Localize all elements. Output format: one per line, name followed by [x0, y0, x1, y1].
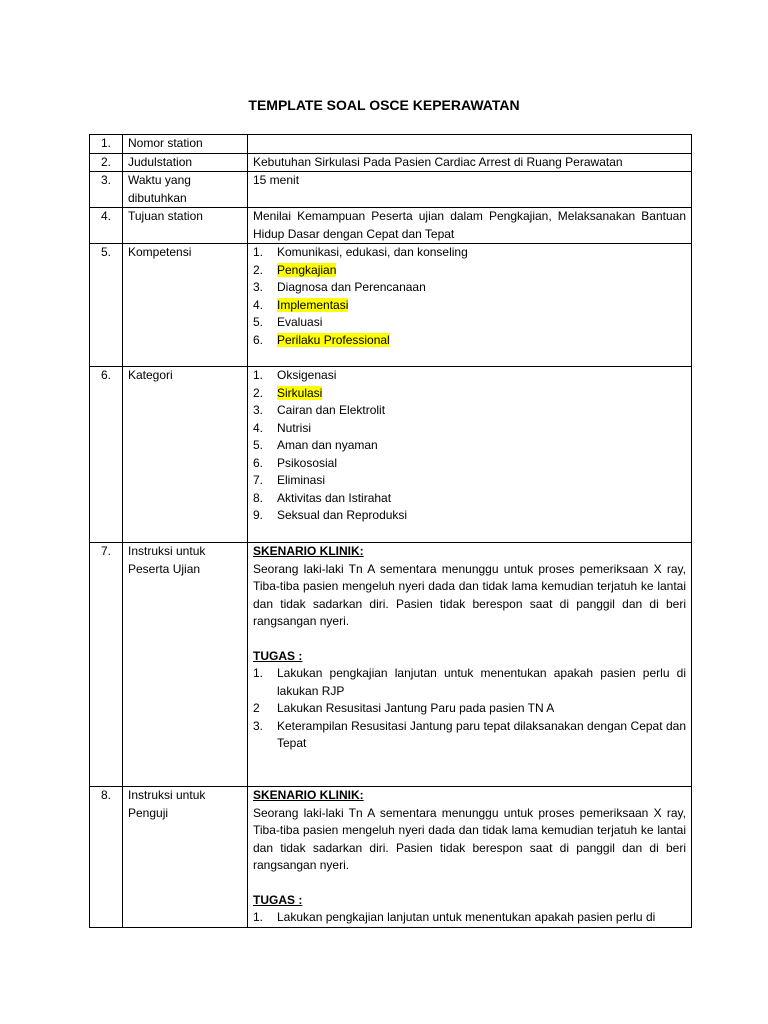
list-item — [253, 262, 686, 280]
list-item — [253, 385, 686, 403]
list-number: 1. — [253, 245, 264, 259]
list-number: 1. — [253, 910, 264, 924]
category-list — [253, 367, 686, 525]
row-number: 2. — [90, 153, 123, 172]
table-row — [90, 153, 692, 172]
row-label: Instruksi untuk Penguji — [123, 787, 248, 928]
list-text: Seksual dan Reproduksi — [277, 508, 408, 522]
list-number: 3. — [253, 718, 264, 733]
row-content — [248, 244, 692, 367]
list-number: 1. — [253, 368, 264, 382]
list-item — [253, 455, 686, 473]
scenario-text: Seorang laki-laki Tn A sementara menunggu untuk proses pemeriksaan X ray, Tiba-tiba pasien mengeluh nyeri dada dan tidak lama kemudian terjatuh ke lantai dan tidak sadarkan diri. Pasien tidak berespon saat di panggil dan di beri rangsangan nyeri. — [253, 805, 686, 872]
task-heading: TUGAS : — [253, 892, 303, 907]
list-text: Psikososial — [277, 455, 338, 470]
list-text: Komunikasi, edukasi, dan konseling — [277, 245, 468, 259]
list-text: Aman dan nyaman — [277, 438, 378, 452]
list-text: Lakukan pengkajian lanjutan untuk menentukan apakah pasien perlu di lakukan RJP — [277, 666, 686, 698]
table-row — [90, 208, 692, 244]
row-content: 15 menit — [248, 172, 692, 208]
list-text-highlighted: Implementasi — [277, 297, 349, 312]
spacer — [253, 875, 686, 892]
list-item — [253, 718, 686, 753]
row-number: 8. — [90, 787, 123, 928]
table-row — [90, 244, 692, 367]
row-number: 4. — [90, 208, 123, 244]
row-label: Instruksi untuk Peserta Ujian — [123, 543, 248, 787]
task-list — [253, 665, 686, 753]
row-label: Kategori — [123, 367, 248, 543]
list-number: 8. — [253, 490, 264, 505]
row-number: 1. — [90, 135, 123, 154]
scenario-text: Seorang laki-laki Tn A sementara menunggu untuk proses pemeriksaan X ray, Tiba-tiba pasien mengeluh nyeri dada dan tidak lama kemudian terjatuh ke lantai dan tidak sadarkan diri. Pasien tidak berespon saat di panggil dan di beri rangsangan nyeri. — [253, 561, 686, 628]
list-text: Eliminasi — [277, 473, 326, 487]
list-item — [253, 297, 686, 315]
table-row — [90, 787, 692, 928]
list-number: 6. — [253, 332, 264, 347]
task-heading: TUGAS : — [253, 648, 303, 663]
table-row — [90, 172, 692, 208]
list-item — [253, 402, 686, 420]
page-title: TEMPLATE SOAL OSCE KEPERAWATAN — [248, 97, 520, 113]
list-item — [253, 665, 686, 700]
list-number: 4. — [253, 420, 264, 435]
row-content — [248, 135, 692, 154]
list-number: 9. — [253, 508, 264, 522]
osce-template-table — [89, 134, 692, 928]
list-item — [253, 472, 686, 490]
list-text: Nutrisi — [277, 420, 312, 435]
table-row — [90, 135, 692, 154]
row-label: Judulstation — [123, 153, 248, 172]
list-item — [253, 367, 686, 385]
row-label: Waktu yang dibutuhkan — [123, 172, 248, 208]
scenario-heading: SKENARIO KLINIK: — [253, 788, 364, 802]
task-list — [253, 909, 686, 927]
list-text: Oksigenasi — [277, 368, 337, 382]
list-text: Cairan dan Elektrolit — [277, 403, 386, 417]
row-content — [248, 367, 692, 543]
list-number: 2. — [253, 262, 264, 277]
list-item — [253, 507, 686, 525]
list-item — [253, 279, 686, 297]
list-item — [253, 437, 686, 455]
list-text: Evaluasi — [277, 315, 323, 329]
list-text: Aktivitas dan Istirahat — [277, 490, 392, 505]
list-number: 1. — [253, 666, 264, 680]
list-item — [253, 490, 686, 508]
list-number: 5. — [253, 315, 264, 329]
row-number: 5. — [90, 244, 123, 367]
row-content: Menilai Kemampuan Peserta ujian dalam Pengkajian, Melaksanakan Bantuan Hidup Dasar dengan Cepat dan Tepat — [248, 208, 692, 244]
list-number: 4. — [253, 297, 264, 312]
row-number: 7. — [90, 543, 123, 787]
row-content: Kebutuhan Sirkulasi Pada Pasien Cardiac Arrest di Ruang Perawatan — [248, 153, 692, 172]
list-text: Lakukan pengkajian lanjutan untuk menentukan apakah pasien perlu di — [277, 910, 656, 924]
row-content — [248, 787, 692, 928]
list-text-highlighted: Perilaku Professional — [277, 332, 390, 347]
list-text-highlighted: Pengkajian — [277, 262, 337, 277]
list-text-highlighted: Sirkulasi — [277, 385, 323, 400]
row-label: Nomor station — [123, 135, 248, 154]
row-content — [248, 543, 692, 787]
row-number: 3. — [90, 172, 123, 208]
list-number: 2. — [253, 385, 264, 400]
scenario-heading: SKENARIO KLINIK: — [253, 544, 364, 558]
row-number: 6. — [90, 367, 123, 543]
list-text: Keterampilan Resusitasi Jantung paru tepat dilaksanakan dengan Cepat dan Tepat — [277, 718, 686, 750]
table-row — [90, 543, 692, 787]
table-row — [90, 367, 692, 543]
list-item — [253, 909, 686, 927]
list-item — [253, 314, 686, 332]
list-number: 6. — [253, 455, 264, 470]
list-item — [253, 332, 686, 350]
list-number: 2 — [253, 701, 260, 715]
list-number: 7. — [253, 473, 264, 487]
row-label: Kompetensi — [123, 244, 248, 367]
competency-list — [253, 244, 686, 349]
list-number: 3. — [253, 403, 264, 417]
spacer — [253, 631, 686, 648]
list-number: 5. — [253, 438, 264, 452]
list-item — [253, 244, 686, 262]
list-text: Diagnosa dan Perencanaan — [277, 280, 426, 294]
list-item — [253, 420, 686, 438]
list-item — [253, 700, 686, 718]
list-text: Lakukan Resusitasi Jantung Paru pada pasien TN A — [277, 701, 555, 715]
row-label: Tujuan station — [123, 208, 248, 244]
list-number: 3. — [253, 280, 264, 294]
